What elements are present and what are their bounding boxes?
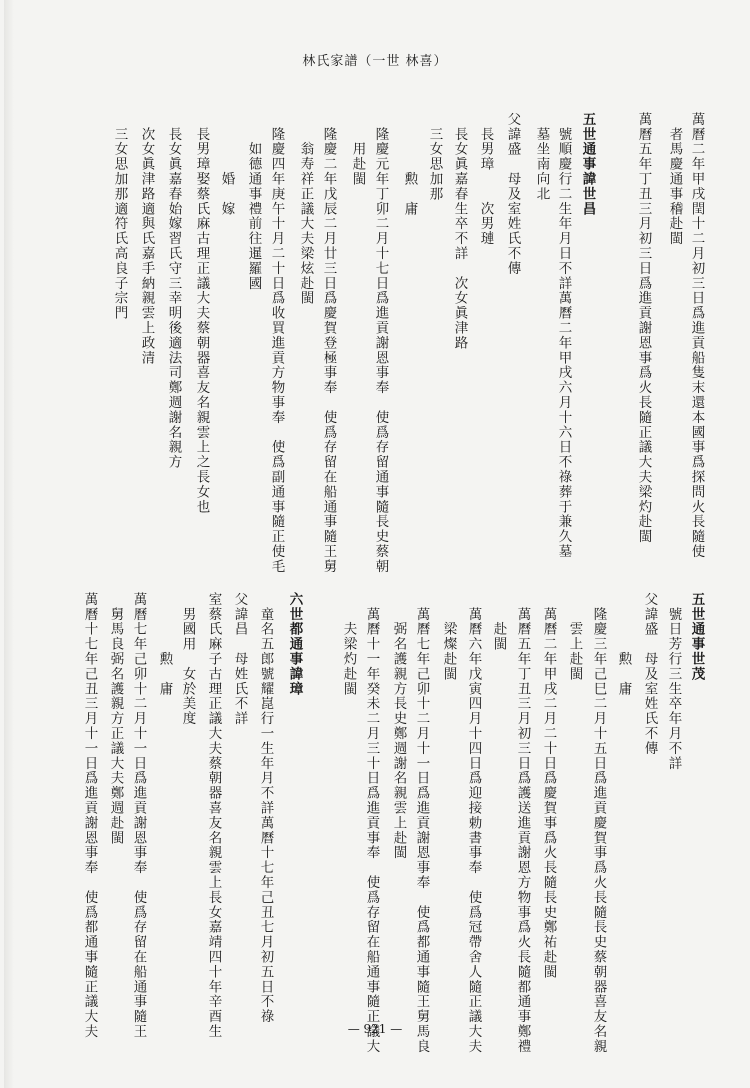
text-column: 父諱昌 母姓氏不詳	[231, 592, 248, 727]
text-column: 萬曆二年甲戌閏十二月初三日爲進貢船隻末還本國事爲探問火長隨使	[688, 112, 705, 559]
text-column: 萬曆七年己卯十二月十一日爲進貢謝恩事奉 使爲存留在船通事隨王	[130, 592, 147, 1039]
text-column: 萬曆五年丁丑三月初三日爲進貢謝恩事爲火長隨正議大夫梁灼赴閩	[635, 112, 652, 545]
section-heading-merits: 勲 庸	[615, 592, 632, 697]
text-column: 萬曆七年己卯十二月十一日爲進貢謝恩事奉 使爲都通事隨王舅馬良	[413, 592, 430, 1054]
text-column: 夫梁灼赴閩	[340, 592, 357, 697]
text-column: 室蔡氏麻子古理正議大夫蔡朝器喜友名親雲上長女嘉靖四十年辛酉生	[205, 592, 222, 1039]
genealogy-entry-heading: 五世通事世茂	[688, 592, 705, 682]
text-column: 童名五郎號耀崑行一生年月不詳萬曆十七年己丑七月初五日不祿	[257, 592, 274, 1025]
text-column: 雲上赴閩	[566, 592, 583, 682]
scan-edge-shadow	[4, 0, 14, 1088]
genealogy-entry-heading: 六世都通事諱璋	[286, 592, 303, 697]
text-column: 長女眞嘉春生卒不詳 次女眞津路	[451, 112, 468, 351]
text-column: 萬曆十七年己丑三月十一日爲進貢謝恩事奉 使爲都通事隨正議大夫	[81, 592, 98, 1039]
text-column: 舅馬良弼名護親方正議大夫鄭週赴閩	[107, 592, 124, 846]
text-column: 長男璋 次男璉	[477, 112, 494, 247]
text-column: 三女思加那適符氏高良子宗門	[111, 112, 128, 321]
text-column: 萬曆二年甲戌二月二十日爲慶賀事爲火長隨長史鄭祐赴閩	[540, 592, 557, 980]
text-column: 號日芳行三生卒年月不詳	[665, 592, 682, 771]
text-column: 萬曆六年戊寅四月十四日爲迎接勅書事奉 使爲冠帶舍人隨正議大夫	[465, 592, 482, 1054]
text-column: 號順慶行二生年月日不詳萬曆二年甲戌六月十六日不祿葬于兼久墓	[555, 112, 572, 559]
section-heading-merits: 勲 庸	[401, 112, 418, 217]
text-column: 梁燦赴閩	[440, 592, 457, 682]
text-column: 隆慶四年庚午十月二十日爲收買進貢方物事奉 使爲副通事隨正使毛	[268, 112, 285, 574]
text-column: 弼名護親方長史鄭週謝名親雲上赴閩	[390, 592, 407, 861]
text-column: 父諱盛 母及室姓氏不傳	[641, 592, 658, 756]
text-column: 用赴閩	[349, 112, 366, 187]
text-column: 男國用 女於美度	[179, 592, 196, 727]
text-column: 萬曆十一年癸未二月三十日爲進貢事奉 使爲存留在船通事隨正議大	[363, 592, 380, 1054]
genealogy-entry-heading: 五世通事諱世昌	[579, 112, 596, 217]
section-heading-marriage: 婚 嫁	[218, 112, 235, 217]
text-column: 翁寿祥正議大夫梁炫赴閩	[297, 112, 314, 306]
page-number: — 921 —	[347, 1022, 403, 1036]
text-column: 隆慶三年己巳二月十五日爲進貢慶賀事爲火長隨長史蔡朝器喜友名親	[590, 592, 607, 1054]
text-column: 萬曆五年丁丑三月初三日爲護送進貢謝恩方物事爲火長隨都通事鄭禮	[514, 592, 531, 1054]
page-header: 林氏家譜（一世 林喜）	[302, 54, 448, 69]
text-column: 三女思加那	[426, 112, 443, 202]
text-column: 墓坐南向北	[533, 112, 550, 202]
text-column: 隆慶元年丁卯二月十七日爲進貢謝恩事奉 使爲存留通事隨長史蔡朝	[372, 112, 389, 574]
text-column: 父諱盛 母及室姓氏不傳	[504, 112, 521, 276]
text-column: 隆慶二年戊辰二月廿三日爲慶賀登極事奉 使爲存留在船通事隨王舅	[320, 112, 337, 574]
text-column: 長男璋娶蔡氏麻古理正議大夫蔡朝器喜友名親雲上之長女也	[193, 112, 210, 515]
section-heading-merits: 勲 庸	[156, 592, 173, 697]
text-column: 赴閩	[490, 592, 507, 652]
text-column: 者馬慶通事稽赴閩	[666, 112, 683, 247]
text-column: 長女眞嘉春始嫁習氏守三幸明後適法司鄭週謝名親方	[165, 112, 182, 470]
text-column: 如德通事禮前往暹羅國	[245, 112, 262, 291]
text-column: 次女眞津路適與氏嘉手納親雲上政清	[138, 112, 155, 366]
